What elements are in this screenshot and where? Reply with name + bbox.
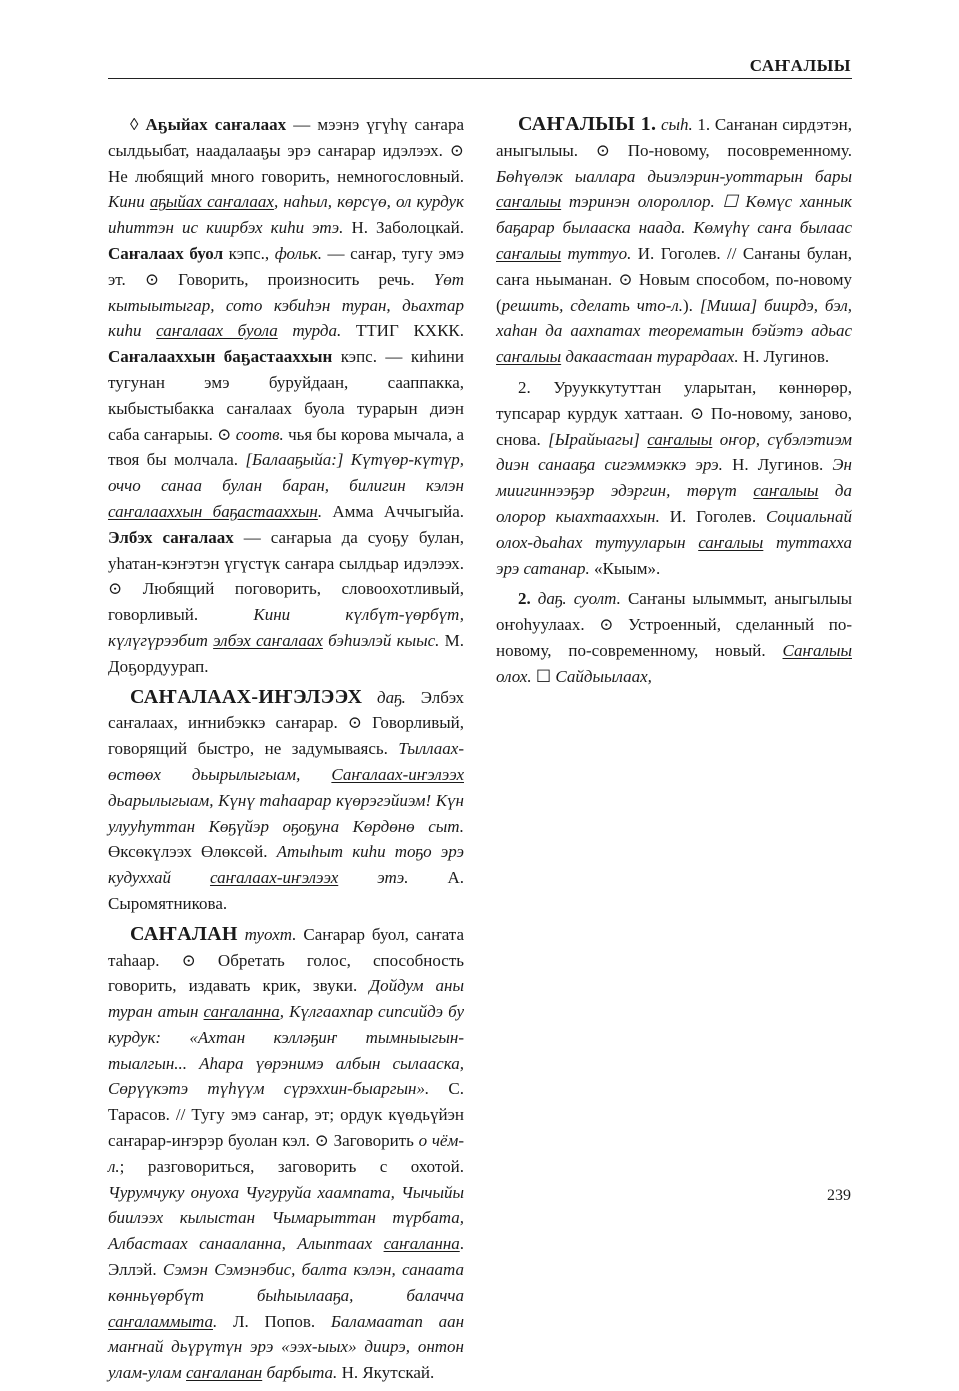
example: барбыта. (262, 1363, 338, 1383)
source: Л. Попов. (217, 1311, 331, 1331)
entry-sangalyy-2 (496, 586, 852, 689)
label: о чём-л. (108, 1131, 464, 1176)
source: . Эллэй. (108, 1234, 464, 1280)
example-headword: саҥалаах-иҥэлээх (209, 868, 339, 888)
source: Амма Аччыгыйа. (322, 501, 465, 521)
example: Кини (108, 192, 150, 212)
example-headword: саҥалыы (698, 532, 764, 552)
example-headword: саҥалыы (753, 481, 819, 501)
example: [Ырайыагы] (548, 429, 648, 449)
source: С. Тарасов. // Тугу эмэ саҥар, эт; ордук күөдьүйэн саҥарар-иҥэрэр буолан кэл. ⊙ Заговорить (108, 1079, 464, 1151)
example-headword: саҥаланна (383, 1234, 460, 1254)
example: туттуо. (561, 243, 632, 263)
source: Н. Заболоцкай. (343, 218, 464, 238)
example-headword: саҥалыы (496, 192, 562, 212)
headword: САҤАЛЫЫ 1. (518, 113, 657, 135)
label: фольк. (274, 243, 322, 263)
example: олох. (496, 666, 532, 686)
example-headword: аҕыйах саҥалаах (149, 192, 274, 212)
idiom: Саҥалаах буол (108, 243, 224, 263)
example-headword: саҥаланан (186, 1363, 263, 1383)
idiom: Саҥалааххын баҕастааххын (108, 347, 333, 367)
source: Н. Лугинов. (722, 455, 833, 475)
source: Н. Якутскай. (337, 1363, 435, 1383)
source: Өксөкүлээх Өлөксөй. (108, 842, 277, 862)
entry-agyiyakh-sangalaakh (108, 112, 464, 680)
definition: 1. Саҥанан сирдэтэн, аныгылыы. ⊙ По-новому, посовременному. (496, 115, 853, 160)
example-headword: саҥалыы (647, 429, 713, 449)
definition: — саҥар, тугу эмэ эт. ⊙ Говорить, произносить речь. (108, 243, 464, 289)
definition: — мээнэ үгүһү саҥара сылдьыбат, наадалааҕы эрэ саҥарар идэлээх. ⊙ Не любящий много говорить, немногословный. (108, 115, 464, 186)
example-headword: саҥалыы (496, 347, 562, 367)
example-headword: саҥаламмыта (108, 1311, 213, 1331)
left-column (108, 112, 464, 1391)
example: дьарылыгыам, Күнү таһаарар күөрэгэйиэм! Күн улууһуттан Көҕүйэр оҕоҕуна Көрдөнө сыт. (108, 790, 464, 836)
label: решить, сделать что-л. (501, 295, 684, 315)
sense-number: 2. (518, 589, 531, 609)
running-head: САҤАЛЫЫ (749, 56, 851, 75)
example: Чурумчуку онуоха Чугуруйа хаампата, Чычыйы биилээх кылыстан Чымарыттан түрбата, Албастаах санааланна, Алыптаах (108, 1182, 464, 1254)
space (362, 688, 377, 707)
source: «Кыым». (589, 558, 661, 578)
example: турда. (277, 321, 342, 341)
example-headword: Саҥалыы (782, 640, 852, 660)
page-number: 239 (827, 1187, 851, 1204)
part-of-speech: сыһ. (660, 115, 693, 134)
headword: САҤАЛАН (130, 922, 238, 945)
source: Н. Лугинов. (738, 347, 830, 367)
example: Атыһыт киһи тоҕо эрэ кудуххай (108, 842, 465, 888)
example: дакаастаан турардаах. (561, 347, 739, 367)
square-icon: ☐ (531, 666, 556, 686)
example-headword: саҥаланна (203, 1002, 280, 1022)
header-rule (108, 78, 852, 79)
example: , Күлгаахпар сипсийдэ бу курдук: «Ахтан кэлләҕиҥ тымныыгын-тыалгын... Аһара үөрэнимэ албын сылааска, Сөрүүкэтэ түһүүм сүрэххин-быаргын». (108, 1002, 464, 1099)
headword: САҤАЛААХ-ИҤЭЛЭЭХ (130, 685, 363, 708)
translation: ; разговориться, заговорить с охотой. (119, 1156, 464, 1176)
example: туттахха эрэ сатанар. (496, 532, 853, 578)
example: Сэмэн Сэмэнэбис, балта кэлэн, санаата көнньүөрбүт быһыылааҕа, балачча (108, 1260, 464, 1305)
part-of-speech: даҕ. суолт. (537, 589, 621, 609)
label: соотв. (235, 424, 284, 444)
entry-sangalaakh-ingeleekh (108, 685, 464, 917)
part-of-speech: даҕ. (377, 687, 406, 707)
example: бэһиэлэй кыыс. (322, 630, 440, 650)
idiom: Аҕыйах саҥалаах (145, 115, 287, 134)
example: , наһыл, көрсүө, ол курдук иһиттэн ис киирбэх киһи этэ. (108, 192, 464, 238)
source: А. Сыромятникова. (108, 868, 465, 913)
example-headword: саҥалаах буола (156, 321, 278, 341)
part-of-speech: туохт. (244, 924, 297, 944)
sense-2 (496, 375, 852, 581)
source: И. Гоголев. (659, 506, 766, 526)
example-headword: элбэх саҥалаах (213, 630, 323, 650)
source: ТТИГ КХКК. (341, 321, 464, 341)
example-headword: саҥалааххын баҕастааххын (108, 501, 318, 521)
example: Тыллаах-өстөөх дьырылыгыам, (108, 739, 464, 784)
entry-sangalyy-1 (496, 112, 852, 370)
example: Эн миигиннээҕэр эдэргин, төрүт (496, 455, 852, 501)
definition: кэпс. — киһини тугунан эмэ буруйдаан, сааппакка, кыбыстыбакка саҥалаах буола турарын диэн саба саҥарыы. ⊙ (108, 347, 464, 444)
idiom: Элбэх саҥалаах (108, 527, 234, 547)
example: Баламаатап аан маҥнай дьүрүтүн эрэ «ээх-ыых» диирэ, онтон улам-улам (108, 1311, 464, 1383)
example: [Балааҕыйа:] Күтүөр-күтүр, оччо санаа булан баран, билигин кэлэн (108, 450, 464, 496)
entry-sangalan (108, 922, 464, 1386)
example: Социальнай олох-дьаһах тутууларын (496, 506, 852, 552)
example: тэринэн олороллор. ☐ Көмүс ханнык баҕарар былааска наада. Көмүһү саҥа былаас (496, 192, 852, 238)
translation: чья бы корова мычала, а твоя бы молчала. (108, 424, 464, 470)
example: Бөһүөлэк ыаллара дьиэлэрин-уоттарын бары (496, 166, 852, 186)
example: да олорор кыахтааххын. (496, 481, 852, 526)
example: Кини күлбүт-үөрбүт, күлүгүрээбит (108, 605, 464, 650)
definition: — саҥарыа да суоҕу булан, уһатан-кэҥэтэн үгүстүк саҥара сылдьар идэлээх. ⊙ Любящий поговорить, словоохотливый, говорливый. (108, 527, 464, 625)
example: этэ. (338, 868, 409, 888)
example: [Миша] биирдэ, бэл, хаһан да аахпатах теорематын бэйэтэ адьас (496, 295, 852, 341)
definition: И. Гоголев. // Саҥаны булан, саҥа ньыманан. ⊙ Новым способом, по-новому ( (496, 243, 852, 315)
definition: Саҥарар буол, саҥата таһаар. ⊙ Обретать голос, способность говорить, издавать крик, звуки. (108, 924, 464, 996)
example-headword: Саҥалаах-иҥэлээх (331, 764, 464, 784)
right-column (496, 112, 852, 695)
definition: Элбэх саҥалаах, иҥнибэккэ саҥарар. ⊙ Говорливый, говорящий быстро, не задумываясь. (108, 687, 464, 759)
definition: 2. Урууккутуттан уларытан, көннөрөр, тупсарар курдук хаттаан. ⊙ По-новому, заново, снова. (496, 377, 852, 449)
example-headword: саҥалыы (496, 243, 562, 263)
example: Дойдум аны туран атын (108, 976, 464, 1022)
example: оҥор, сүбэлэтиэм диэн санааҕа сигэммэккэ эрэ. (496, 429, 852, 475)
label: кэпс., (223, 243, 275, 263)
space (531, 589, 538, 608)
example: . (213, 1311, 218, 1331)
definition: Саҥаны ылыммыт, аныгылыы оҥоһуулаах. ⊙ Устроенный, сделанный по-новому, по-современному, новый. (496, 589, 852, 660)
example: . (317, 501, 323, 521)
example: Үөт кытыытыгар, сото кэбиһэн туран, дьахтар киһи (108, 269, 464, 341)
example: Сайдыылаах, (555, 666, 652, 686)
definition: ). (683, 295, 700, 315)
space (238, 925, 245, 944)
source: М. Доҕордуурап. (108, 630, 464, 676)
diamond-icon: ◊ (130, 115, 146, 134)
